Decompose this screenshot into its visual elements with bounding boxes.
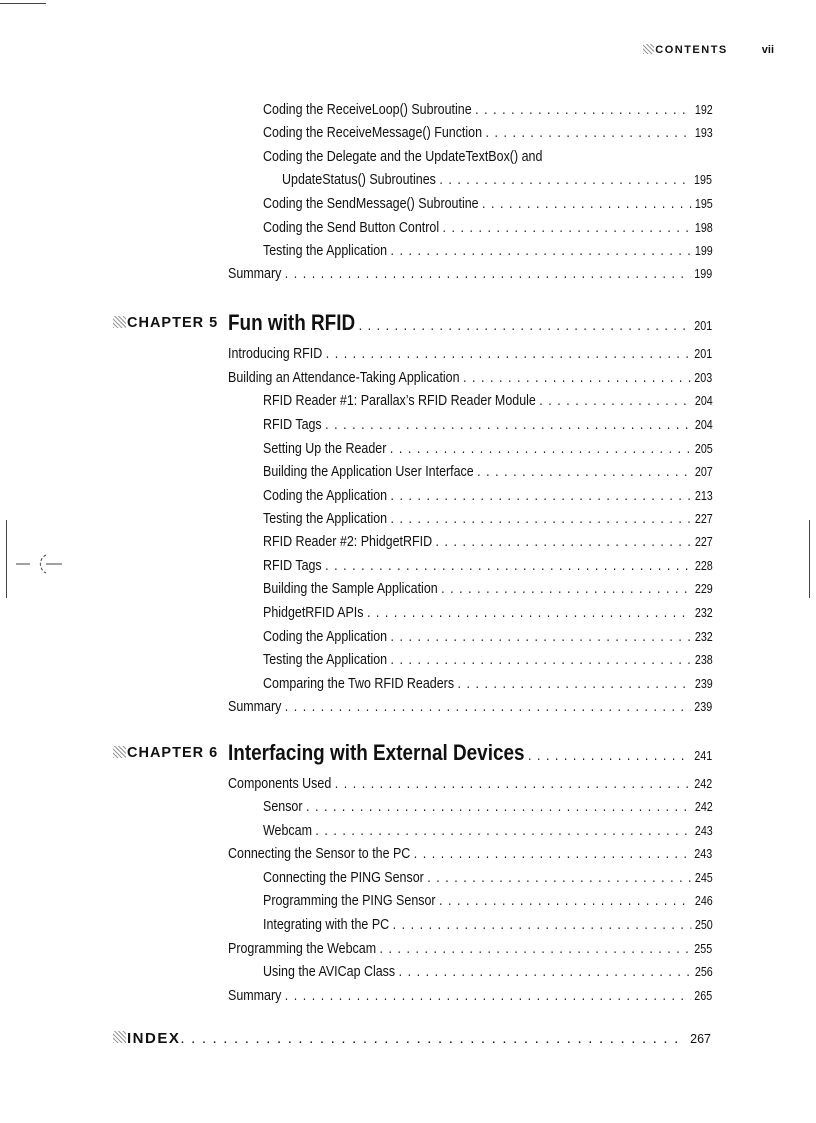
toc-entry[interactable]: Using the AVICap Class . . . 256 (263, 963, 713, 981)
chapter-label: CHAPTER 5 (113, 315, 218, 331)
toc-entry[interactable]: Testing the Application . . . 227 (263, 510, 713, 528)
toc-entry[interactable]: Integrating with the PC . . . 250 (263, 916, 713, 934)
toc-entry[interactable]: Testing the Application . . . 238 (263, 651, 713, 669)
registration-mark-icon (16, 548, 62, 580)
toc-entry[interactable]: UpdateStatus() Subroutines . . . 195 (282, 171, 712, 189)
hatch-icon (113, 1031, 126, 1043)
toc-entry[interactable]: Components Used . . . 242 (228, 775, 712, 793)
hatch-icon (113, 746, 126, 758)
toc-entry[interactable]: Comparing the Two RFID Readers . . . 239 (263, 675, 713, 693)
crop-mark-top (0, 3, 46, 4)
crop-mark-left (6, 520, 7, 598)
chapter-label: CHAPTER 6 (113, 745, 218, 761)
toc-entry[interactable]: Building the Sample Application . . . 229 (263, 580, 713, 598)
crop-mark-right (809, 520, 810, 598)
header-section: CONTENTS (655, 44, 728, 56)
toc-entry[interactable]: Building an Attendance-Taking Application . . . 203 (228, 369, 712, 387)
toc-entry[interactable]: Introducing RFID . . . 201 (228, 345, 712, 363)
running-header (643, 44, 774, 56)
toc-entry[interactable]: RFID Reader #2: PhidgetRFID . . . 227 (263, 533, 713, 551)
toc-entry[interactable]: Programming the Webcam . . . 255 (228, 940, 712, 958)
hatch-icon (643, 44, 654, 54)
toc-entry[interactable]: Coding the ReceiveLoop() Subroutine . . . 192 (263, 101, 713, 119)
toc-entry[interactable]: Programming the PING Sensor . . . 246 (263, 892, 713, 910)
header-page-number: vii (761, 44, 774, 56)
toc-entry[interactable]: Testing the Application . . . 199 (263, 242, 713, 260)
toc-entry[interactable]: Connecting the Sensor to the PC . . . 243 (228, 845, 712, 863)
toc-entry[interactable]: Summary . . . 199 (228, 265, 712, 283)
toc-entry[interactable]: Connecting the PING Sensor . . . 245 (263, 869, 713, 887)
toc-entry[interactable]: PhidgetRFID APIs . . . 232 (263, 604, 713, 622)
chapter-title[interactable]: Fun with RFID . . . 201 (228, 310, 712, 336)
toc-entry[interactable]: Setting Up the Reader . . . 205 (263, 440, 713, 458)
toc-entry[interactable]: Webcam . . . 243 (263, 822, 713, 840)
toc-entry[interactable]: Coding the Application . . . 213 (263, 487, 713, 505)
toc-entry[interactable]: Summary . . . 265 (228, 987, 712, 1005)
toc-entry[interactable]: Coding the Application . . . 232 (263, 628, 713, 646)
toc-entry[interactable]: RFID Reader #1: Parallax’s RFID Reader Module . . . 204 (263, 392, 713, 410)
toc-entry[interactable]: Coding the Send Button Control . . . 198 (263, 219, 713, 237)
toc-entry[interactable]: Summary . . . 239 (228, 698, 712, 716)
toc-entry[interactable]: Coding the SendMessage() Subroutine . . . 195 (263, 195, 713, 213)
toc-entry[interactable]: Building the Application User Interface . . . 207 (263, 463, 713, 481)
index-entry[interactable]: INDEX . . . 267 (113, 1030, 711, 1050)
hatch-icon (113, 316, 126, 328)
toc-entry[interactable]: RFID Tags . . . 204 (263, 416, 713, 434)
toc-entry[interactable]: RFID Tags . . . 228 (263, 557, 713, 575)
toc-entry[interactable]: Coding the ReceiveMessage() Function . . . 193 (263, 124, 713, 142)
chapter-title[interactable]: Interfacing with External Devices . . . 241 (228, 740, 712, 766)
toc-entry[interactable]: Sensor . . . 242 (263, 798, 713, 816)
toc-entry: Coding the Delegate and the UpdateTextBox() and (263, 149, 543, 165)
